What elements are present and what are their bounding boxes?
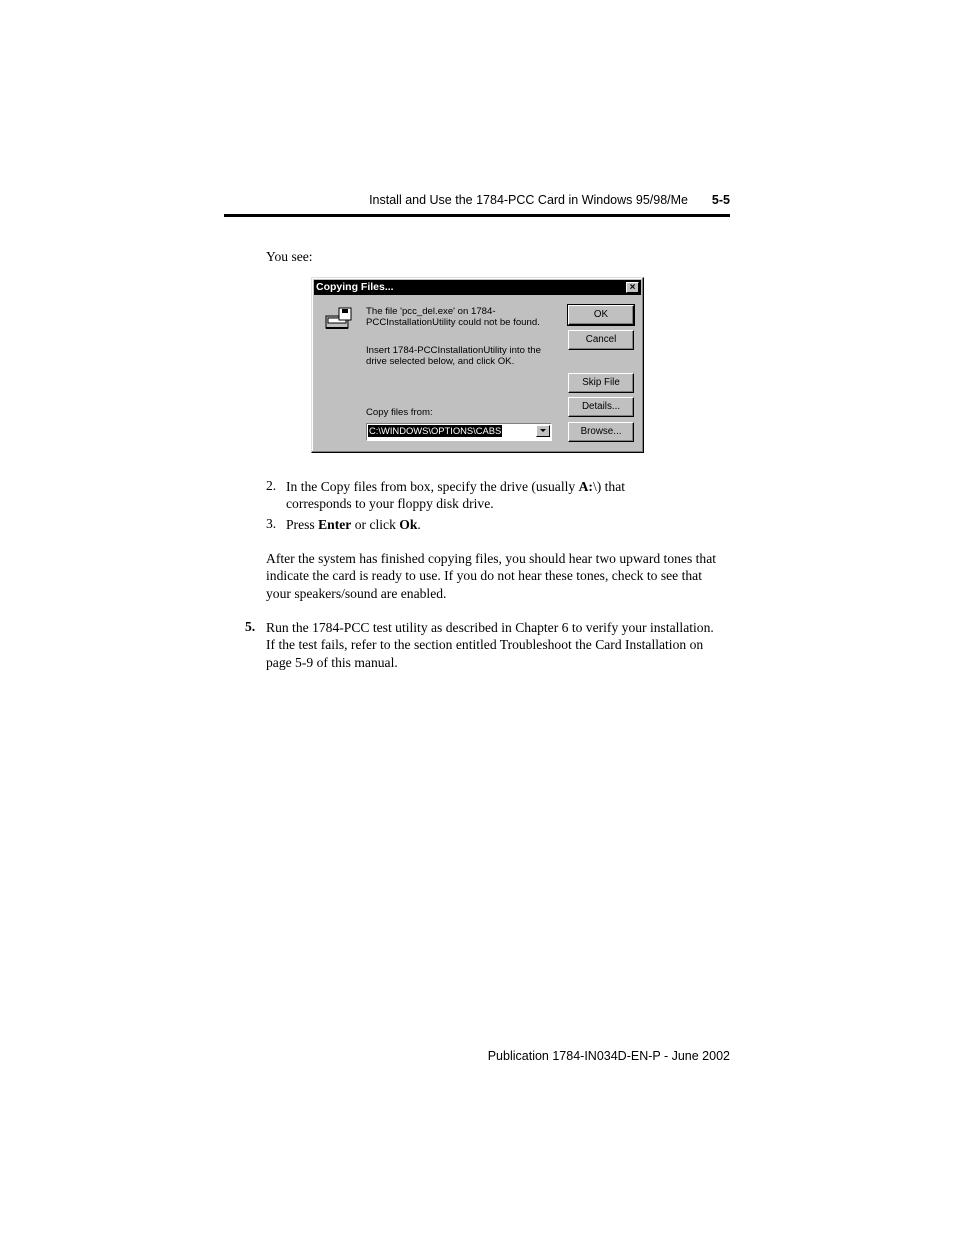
close-button[interactable]	[626, 282, 639, 293]
step-2-text-pre: In the Copy files from box, specify the drive (usually	[286, 479, 579, 494]
copy-files-from-value[interactable]: C:\WINDOWS\OPTIONS\CABS	[369, 425, 502, 436]
intro-text: You see:	[266, 249, 313, 264]
step-3-text-post: .	[417, 517, 421, 532]
step-3-ok: Ok	[399, 517, 418, 532]
dialog-titlebar[interactable]	[314, 280, 641, 295]
chevron-down-icon[interactable]	[536, 425, 550, 437]
after-copy-paragraph: After the system has finished copying files, you should hear two upward tones that indicate the card is ready to use. If you do not hear these tones, check to see that your speakers/sound are enabled.	[266, 551, 717, 601]
step-3-text	[286, 516, 726, 533]
publication-footer: Publication 1784-IN034D-EN-P - June 2002	[487, 1049, 730, 1063]
step-2-text-post: \) that corresponds to your floppy disk drive.	[286, 479, 626, 512]
missing-file-message: The file 'pcc_del.exe' on 1784-PCCInstallationUtility could not be found.	[366, 306, 540, 328]
close-icon: ×	[629, 282, 636, 293]
copying-files-dialog	[311, 277, 644, 453]
step-2-number: 2.	[266, 478, 277, 493]
step-3-number: 3.	[266, 516, 277, 531]
insert-disk-message: Insert 1784-PCCInstallationUtility into the drive selected below, and click OK.	[366, 345, 541, 367]
page-number: 5-5	[711, 193, 730, 207]
header-rule	[224, 214, 730, 217]
step-3-text-mid: or click	[351, 517, 400, 532]
ok-button[interactable]: OK	[568, 305, 634, 325]
dialog-title: Copying Files...	[316, 281, 394, 293]
cancel-button[interactable]: Cancel	[568, 330, 634, 350]
floppy-disk-icon	[322, 306, 354, 332]
skip-file-button[interactable]: Skip File	[568, 373, 634, 393]
copy-files-from-combobox[interactable]	[366, 423, 552, 441]
step-2-text	[286, 478, 686, 513]
step-2-drive: A:	[578, 479, 593, 494]
copy-files-from-label: Copy files from:	[366, 407, 433, 418]
step-5-number: 5.	[245, 619, 256, 634]
step-3-text-pre: Press	[286, 517, 319, 532]
step-3-enter: Enter	[318, 517, 352, 532]
browse-button[interactable]: Browse...	[568, 422, 634, 442]
running-header	[224, 191, 730, 211]
details-button[interactable]: Details...	[568, 397, 634, 417]
step-5-text: Run the 1784-PCC test utility as described in Chapter 6 to verify your installation. If the test fails, refer to the section entitled Troubleshoot the Card Installation on page 5-9 of this manual.	[266, 620, 714, 670]
header-title: Install and Use the 1784-PCC Card in Windows 95/98/Me	[369, 193, 688, 207]
